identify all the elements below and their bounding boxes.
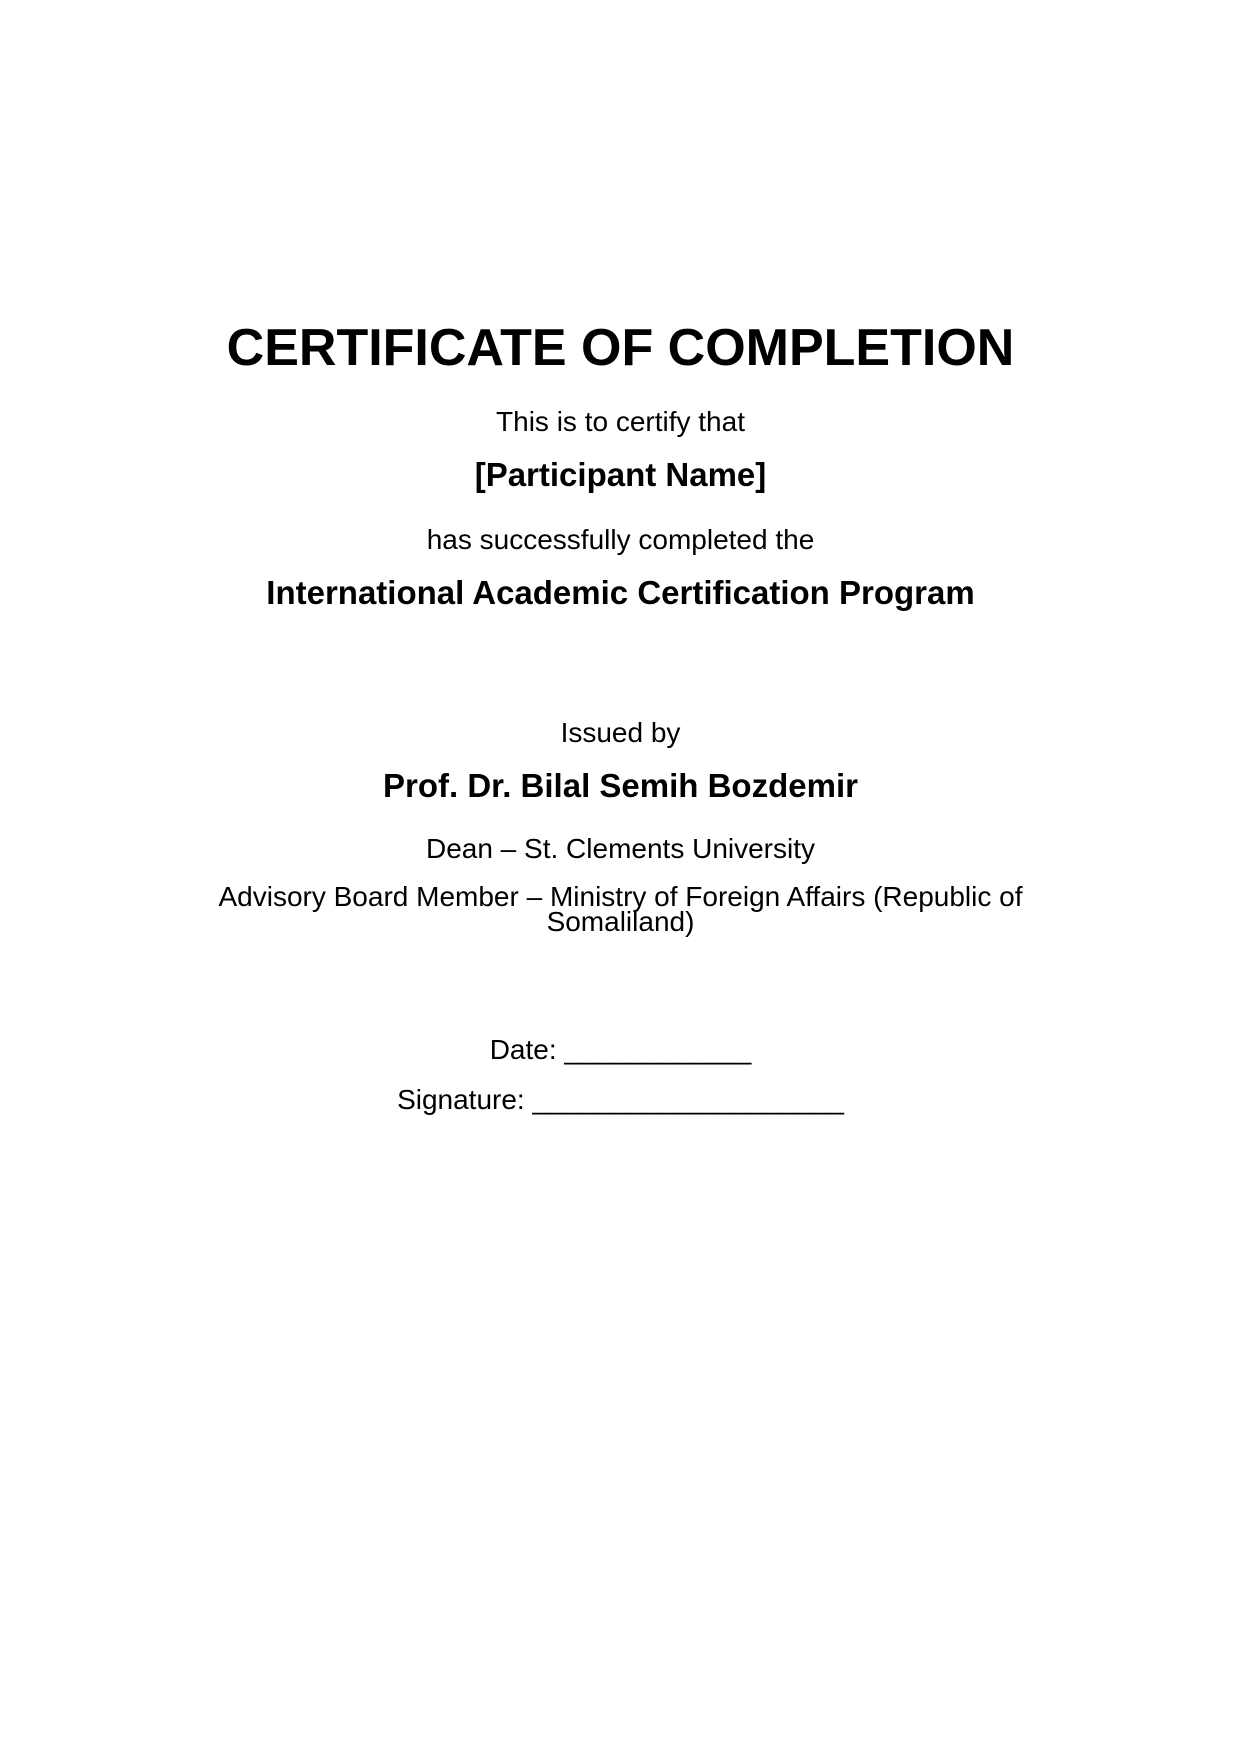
issued-by-text: Issued by <box>560 717 681 748</box>
completed-text: has successfully completed the <box>426 524 815 555</box>
participant-name: [Participant Name] <box>474 456 767 493</box>
date-line: Date: ____________ <box>489 1034 752 1065</box>
issuer-role: Dean – St. Clements University <box>425 833 816 864</box>
program-name: International Academic Certification Program <box>266 574 975 611</box>
signature-line: Signature: ____________________ <box>397 1084 844 1115</box>
certificate-title: CERTIFICATE OF COMPLETION <box>226 319 1015 377</box>
certify-text: This is to certify that <box>496 406 745 437</box>
issuer-advisory: Advisory Board Member – Ministry of Foreign Affairs (Republic of Somaliland) <box>218 881 1023 937</box>
issuer-name: Prof. Dr. Bilal Semih Bozdemir <box>383 767 858 804</box>
